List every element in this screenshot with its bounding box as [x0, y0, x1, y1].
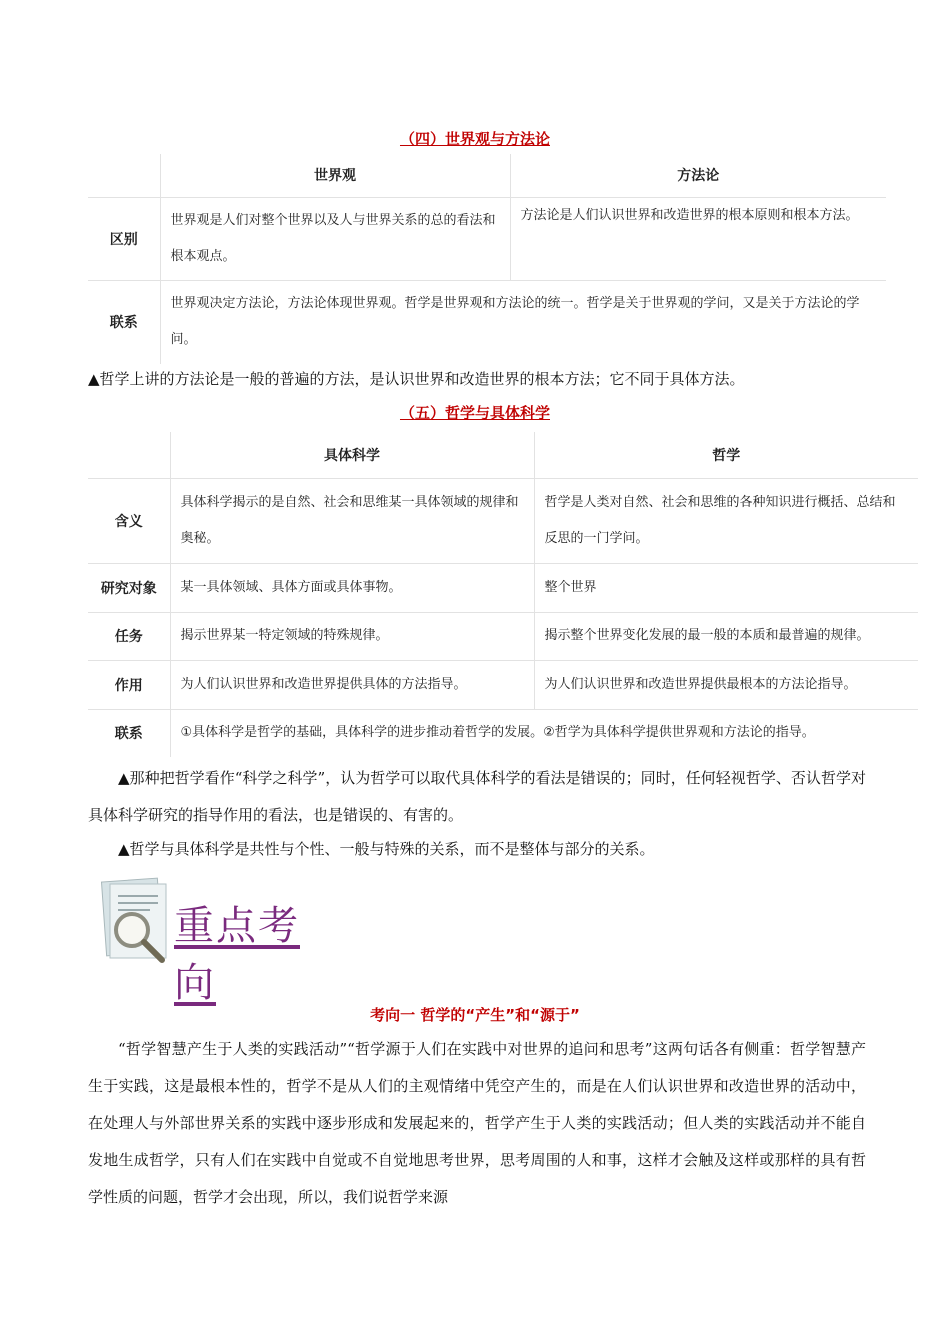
col-header-philosophy: 哲学 — [534, 432, 918, 478]
cell-science: 揭示世界某一特定领域的特殊规律。 — [170, 612, 534, 660]
worldview-method-table — [88, 154, 886, 364]
cell-philosophy: 整个世界 — [534, 563, 918, 612]
cell-science: 某一具体领域、具体方面或具体事物。 — [170, 563, 534, 612]
cell-science: 具体科学揭示的是自然、社会和思维某一具体领域的规律和奥秘。 — [170, 478, 534, 563]
row-header-connection: 联系 — [88, 709, 170, 757]
kx1-body: “哲学智慧产生于人类的实践活动”“哲学源于人们在实践中对世界的追问和思考”这两句话各有侧重：哲学智慧产生于实践，这是最根本性的，哲学不是从人们的主观情绪中凭空产生的，而是在人们认识世界和改造世界的活动中，在处理人与外部世界关系的实践中逐步形成和发展起来的，哲学产生于人类的实践活动；但人类的实践活动并不能自发地生成哲学，只有人们在实践中自觉或不自觉地思考世界，思考周围的人和事，这样才会触及这样或那样的具有哲学性质的问题，哲学才会出现，所以，我们说哲学来源 — [88, 1040, 866, 1206]
section5-title: （五）哲学与具体科学 — [399, 404, 550, 422]
cell-philosophy: 为人们认识世界和改造世界提供最根本的方法论指导。 — [534, 660, 918, 709]
philosophy-science-table — [88, 432, 918, 757]
key-points-banner — [98, 876, 338, 1006]
table-corner — [88, 154, 160, 197]
cell-philosophy: 揭示整个世界变化发展的最一般的本质和最普遍的规律。 — [534, 612, 918, 660]
table-row — [88, 709, 918, 757]
row-header-connection: 联系 — [88, 280, 160, 364]
cell-methodology-difference: 方法论是人们认识世界和改造世界的根本原则和根本方法。 — [510, 197, 886, 280]
table-row — [88, 660, 918, 709]
row-header: 作用 — [88, 660, 170, 709]
cell-worldview-difference: 世界观是人们对整个世界以及人与世界关系的总的看法和根本观点。 — [160, 197, 510, 280]
row-header: 含义 — [88, 478, 170, 563]
kx1-title: 考向一 哲学的“产生”和“源于” — [370, 1006, 580, 1024]
cell-connection: 世界观决定方法论，方法论体现世界观。哲学是世界观和方法论的统一。哲学是关于世界观的学问，又是关于方法论的学问。 — [160, 280, 886, 364]
section4-title: （四）世界观与方法论 — [399, 130, 550, 148]
section4-note: ▲哲学上讲的方法论是一般的普遍的方法，是认识世界和改造世界的根本方法；它不同于具体方法。 — [88, 370, 745, 388]
col-header-methodology: 方法论 — [510, 154, 886, 197]
section5-note2: ▲哲学与具体科学是共性与个性、一般与特殊的关系，而不是整体与部分的关系。 — [118, 840, 655, 858]
table-row — [88, 612, 918, 660]
cell-philosophy: 哲学是人类对自然、社会和思维的各种知识进行概括、总结和反思的一门学问。 — [534, 478, 918, 563]
col-header-worldview: 世界观 — [160, 154, 510, 197]
magnifier-document-icon — [98, 876, 178, 966]
section5-note1: ▲那种把哲学看作“科学之科学”，认为哲学可以取代具体科学的看法是错误的；同时，任何轻视哲学、否认哲学对具体科学研究的指导作用的看法，也是错误的、有害的。 — [88, 769, 866, 824]
row-header: 任务 — [88, 612, 170, 660]
cell-science: 为人们认识世界和改造世界提供具体的方法指导。 — [170, 660, 534, 709]
table-row — [88, 563, 918, 612]
cell-connection: ①具体科学是哲学的基础，具体科学的进步推动着哲学的发展。②哲学为具体科学提供世界观和方法论的指导。 — [170, 709, 918, 757]
row-header: 研究对象 — [88, 563, 170, 612]
table-corner — [88, 432, 170, 478]
banner-title: 重点考向 — [174, 903, 300, 1006]
col-header-specific-science: 具体科学 — [170, 432, 534, 478]
table-row — [88, 478, 918, 563]
row-header-difference: 区别 — [88, 197, 160, 280]
